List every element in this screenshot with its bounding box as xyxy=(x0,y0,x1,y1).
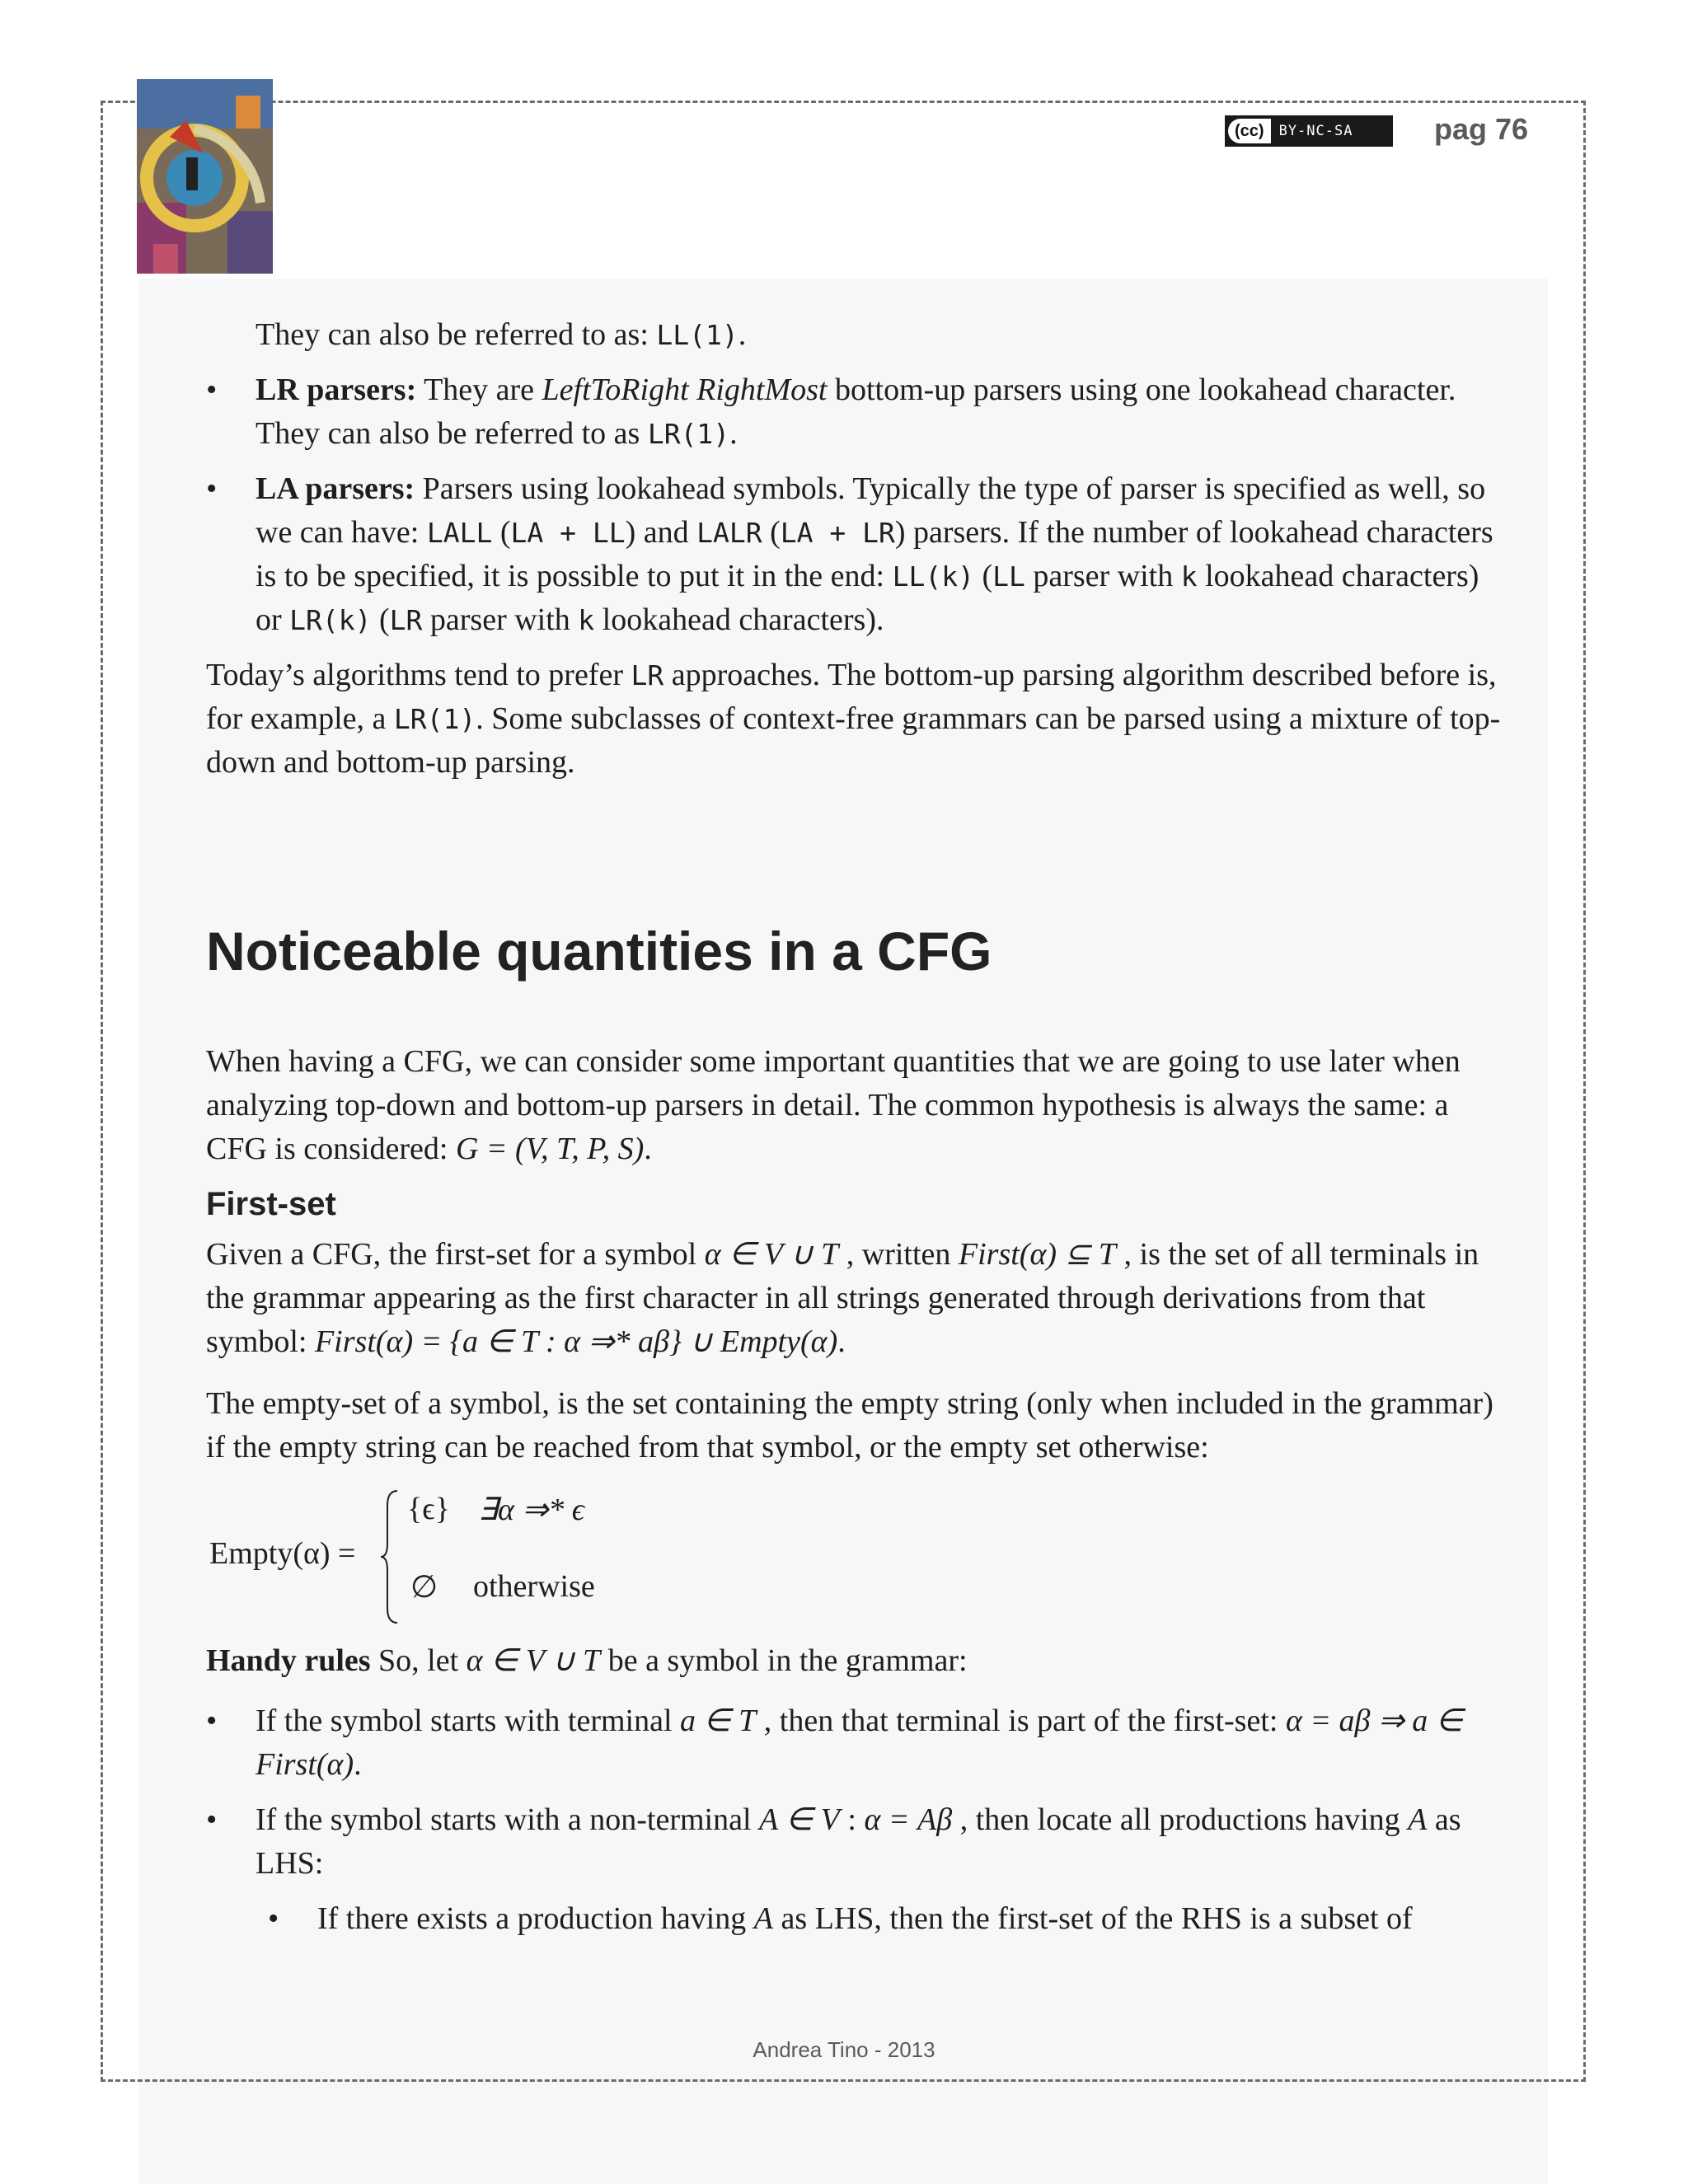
code: LR xyxy=(631,659,664,691)
section-title: Noticeable quantities in a CFG xyxy=(206,921,992,982)
code: k xyxy=(1180,560,1198,593)
left-brace-icon xyxy=(379,1489,401,1624)
code-ll1: LL(1) xyxy=(656,319,738,351)
paragraph-empty-set: The empty-set of a symbol, is the set containing the empty string (only when included in the grammar) if the empty string can be reached from that symbol, or the empty set otherwise: xyxy=(206,1386,1493,1465)
math-terminal: a ∈ T xyxy=(680,1704,757,1738)
text: If the symbol starts with terminal xyxy=(256,1704,681,1738)
text: , then locate all productions having xyxy=(952,1802,1409,1837)
empty-set-definition xyxy=(206,1488,1508,1628)
text: ( xyxy=(492,515,511,550)
text: ) and xyxy=(625,515,697,550)
code: LR(k) xyxy=(289,604,372,636)
book-cover-thumbnail xyxy=(137,79,273,274)
empty-lhs: Empty(α) = xyxy=(209,1536,356,1571)
term-italic: LeftToRight RightMost xyxy=(542,373,828,407)
text: . xyxy=(354,1747,362,1782)
case-empty-string: {ϵ} xyxy=(407,1492,450,1526)
math-grammar-tuple: G = (V, T, P, S) xyxy=(455,1132,645,1166)
text: be a symbol in the grammar: xyxy=(600,1643,968,1678)
text: They are xyxy=(416,373,542,407)
math-a: A xyxy=(1408,1802,1428,1837)
bullet-icon: • xyxy=(206,1802,218,1837)
code: LR xyxy=(389,604,423,636)
text: . xyxy=(738,317,747,352)
text: parser with xyxy=(1025,559,1181,593)
bullet-icon: • xyxy=(268,1901,279,1936)
paragraph-first-set-def xyxy=(206,1233,1508,1364)
text: ( xyxy=(371,602,390,637)
text: : xyxy=(839,1802,865,1837)
text: approaches. The bottom-up parsing algorithm described before is, for example, a xyxy=(206,658,1497,736)
text: If there exists a production having xyxy=(317,1901,754,1936)
math-rule-terminal: α = aβ ⇒ a ∈ First(α) xyxy=(256,1704,1463,1782)
paragraph-today-algorithms xyxy=(206,654,1508,785)
code-lr1: LR(1) xyxy=(647,418,730,450)
list-item-lr-parsers xyxy=(206,368,1508,456)
code: LL xyxy=(992,560,1025,593)
term-label: Handy rules xyxy=(206,1643,371,1678)
text: . Some subclasses of context-free grammars can be parsed using a mixture of top-down and bottom-up parsing. xyxy=(206,701,1501,780)
code: LA + LR xyxy=(780,517,895,549)
text: , written xyxy=(838,1237,959,1272)
paragraph-handy-rules xyxy=(206,1639,1508,1683)
term-label: LR parsers: xyxy=(256,373,417,407)
math-first-subset: First(α) ⊆ T xyxy=(958,1237,1117,1272)
math-symbol-domain: α ∈ V ∪ T xyxy=(704,1237,839,1272)
list-item-rule-production xyxy=(206,1897,1508,1941)
text: ) parsers. If the number of lookahead characters is to be specified, it is possible to put it in the end: xyxy=(256,515,1493,593)
cover-artwork-icon xyxy=(137,79,273,274)
code: LL(k) xyxy=(892,560,974,593)
text: . xyxy=(837,1324,846,1359)
case-empty-set: ∅ xyxy=(410,1570,438,1605)
list-item-rule-terminal xyxy=(206,1699,1508,1787)
bullet-icon: • xyxy=(206,1704,218,1738)
text: When having a CFG, we can consider some important quantities that we are going to use later when analyzing top-down and bottom-up parsers in detail. The common hypothesis is always the same: a CFG is considered: xyxy=(206,1044,1461,1166)
code: LR(1) xyxy=(393,703,476,735)
license-badge[interactable] xyxy=(1225,115,1393,147)
text: So, let xyxy=(370,1643,467,1678)
list-item-la-parsers xyxy=(206,467,1508,642)
bullet-icon: • xyxy=(206,471,218,506)
code: LALR xyxy=(696,517,762,549)
page-number: pag 76 xyxy=(1434,112,1529,146)
text: Given a CFG, the first-set for a symbol xyxy=(206,1237,705,1272)
text: lookahead characters). xyxy=(594,602,884,637)
subsection-title: First-set xyxy=(206,1186,336,1222)
paragraph-ll-alias xyxy=(206,313,1508,357)
license-text: BY-NC-SA xyxy=(1278,123,1353,139)
term-label: LA parsers: xyxy=(256,471,415,506)
text: ( xyxy=(973,559,993,593)
list-item-rule-nonterminal xyxy=(206,1798,1508,1886)
text: lookahead characters) or xyxy=(256,559,1479,637)
math-first-definition: First(α) = {a ∈ T : α ⇒* aβ} ∪ Empty(α) xyxy=(314,1324,838,1359)
code: LALL xyxy=(426,517,493,549)
text: . xyxy=(644,1132,652,1166)
text: Parsers using lookahead symbols. Typically the type of parser is specified as well, so we can have: xyxy=(256,471,1486,550)
text: , then that terminal is part of the first-set: xyxy=(756,1704,1286,1738)
text: , is the set of all terminals in the grammar appearing as the first character in all strings generated through derivations from that symbol: xyxy=(206,1237,1479,1359)
math-nonterminal: A ∈ V xyxy=(759,1802,840,1837)
math-symbol-domain: α ∈ V ∪ T xyxy=(466,1643,601,1678)
text: Today’s algorithms tend to prefer xyxy=(206,658,631,692)
math-alpha-a-beta: α = Aβ xyxy=(864,1802,953,1837)
text: If the symbol starts with a non-terminal xyxy=(256,1802,760,1837)
text: as LHS, then the first-set of the RHS is a subset of xyxy=(772,1901,1413,1936)
code: LA + LL xyxy=(510,517,626,549)
text: as LHS: xyxy=(256,1802,1461,1881)
bullet-icon: • xyxy=(206,373,218,407)
case-derivation-condition: ∃α ⇒* ϵ xyxy=(478,1493,585,1527)
text: parser with xyxy=(422,602,579,637)
paragraph-intro xyxy=(206,1040,1508,1171)
cc-logo: (cc) xyxy=(1228,119,1271,143)
text: . xyxy=(729,416,738,451)
code: k xyxy=(578,604,595,636)
case-otherwise: otherwise xyxy=(473,1569,595,1604)
page-footer: Andrea Tino - 2013 xyxy=(753,2037,935,2062)
text: bottom-up parsers using one lookahead character. They can also be referred to as xyxy=(256,373,1456,451)
math-a: A xyxy=(753,1901,773,1936)
text: They can also be referred to as: xyxy=(256,317,657,352)
page-content xyxy=(206,313,1508,1941)
text: ( xyxy=(762,515,781,550)
